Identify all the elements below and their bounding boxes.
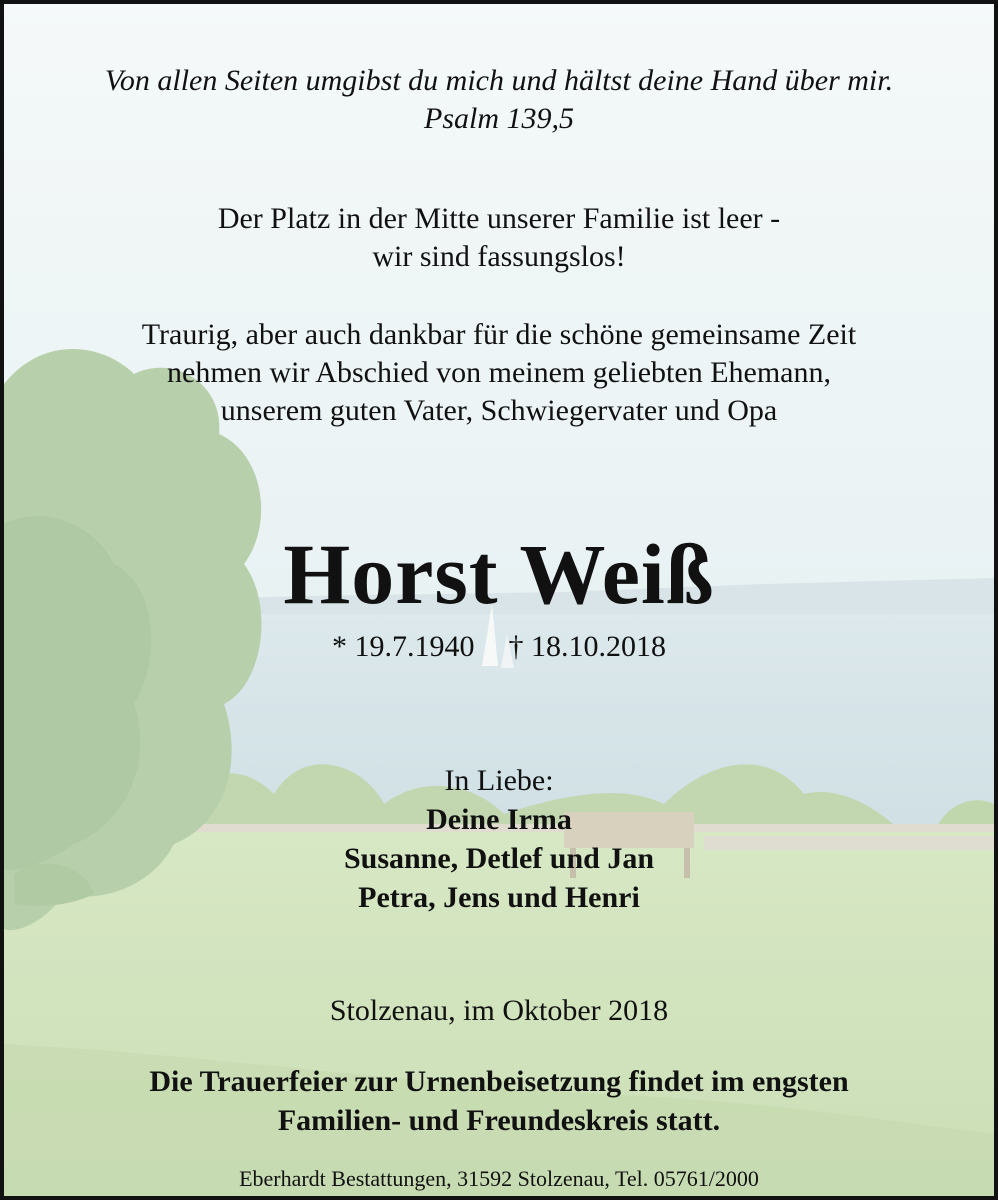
place-and-date: Stolzenau, im Oktober 2018 <box>329 994 669 1027</box>
birth-date: * 19.7.1940 <box>332 630 475 663</box>
verse-text: Von allen Seiten umgibst du mich und hältst deine Hand über mir. <box>104 64 894 97</box>
undertaker-info: Eberhardt Bestattungen, 31592 Stolzenau, Tel. 05761/2000 <box>239 1166 759 1191</box>
life-dates <box>4 628 994 666</box>
bible-verse <box>4 62 994 138</box>
notice-text <box>4 4 994 1196</box>
farewell-line: unserem guten Vater, Schwiegervater und Opa <box>220 394 778 427</box>
ceremony-line: Die Trauerfeier zur Urnenbeisetzung findet im engsten <box>149 1065 849 1098</box>
farewell-line: nehmen wir Abschied von meinem geliebten Ehemann, <box>167 356 831 389</box>
intro-line: Der Platz in der Mitte unserer Familie ist leer - <box>217 202 781 235</box>
mourner-name: Petra, Jens und Henri <box>358 881 640 914</box>
ceremony-info <box>4 1062 994 1140</box>
intro-line: wir sind fassungslos! <box>372 240 626 273</box>
death-date: † 18.10.2018 <box>508 630 666 663</box>
deceased-name: Horst Weiß <box>283 526 715 622</box>
mourner-name: Susanne, Detlef und Jan <box>343 842 655 875</box>
farewell-text <box>4 316 994 430</box>
ceremony-line: Familien- und Freundeskreis statt. <box>277 1104 721 1137</box>
mourners-label: In Liebe: <box>444 764 554 797</box>
mourners-list <box>4 800 994 917</box>
verse-reference: Psalm 139,5 <box>424 102 574 135</box>
mourner-name: Deine Irma <box>426 803 572 836</box>
farewell-line: Traurig, aber auch dankbar für die schöne gemeinsame Zeit <box>141 318 857 351</box>
intro-text <box>4 200 994 276</box>
